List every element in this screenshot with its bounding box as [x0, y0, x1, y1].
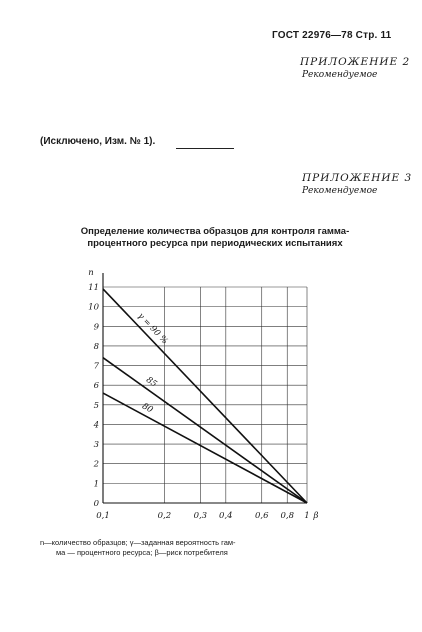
y-tick-label: 11	[88, 283, 99, 293]
chart-axes	[103, 273, 307, 503]
y-tick-label: 2	[93, 459, 99, 470]
x-tick-label: 0,6	[254, 511, 269, 521]
y-tick-label: 8	[93, 341, 99, 352]
appendix-2-subtitle: Рекомендуемое	[302, 70, 378, 80]
series-label-0: γ = 90 %	[135, 311, 170, 347]
y-tick-label: 4	[93, 420, 99, 431]
y-tick-label: 9	[93, 322, 99, 333]
appendix-3-subtitle: Рекомендуемое	[302, 186, 378, 196]
x-tick-label: 0,8	[280, 511, 294, 521]
y-tick-label: 7	[93, 361, 99, 372]
caption-line-1: n—количество образцов; γ—заданная вероятность гам-	[40, 538, 236, 547]
x-tick-label: 0,3	[193, 511, 208, 521]
y-axis-label: n	[88, 268, 94, 278]
series-line-2	[103, 393, 307, 503]
caption-line-2: ма — процентного ресурса; β—риск потребителя	[56, 548, 228, 557]
appendix-2-title: ПРИЛОЖЕНИЕ 2	[300, 56, 411, 68]
appendix-3-title: ПРИЛОЖЕНИЕ 3	[302, 172, 413, 184]
x-tick-label: 1	[304, 511, 310, 521]
x-tick-label: 0,2	[157, 511, 172, 521]
y-tick-label: 1	[93, 479, 99, 490]
y-tick-label: 6	[93, 381, 99, 392]
y-tick-label: 5	[93, 400, 99, 411]
chart-series	[103, 289, 307, 503]
excluded-note: (Исключено, Изм. № 1).	[40, 136, 156, 147]
series-line-1	[103, 358, 307, 503]
x-axis-label: β	[313, 511, 319, 521]
series-line-0	[103, 289, 307, 503]
chart-caption	[40, 538, 380, 558]
series-label-2: 80	[140, 401, 155, 416]
y-tick-label: 0	[93, 499, 99, 509]
x-tick-label: 0,1	[96, 511, 110, 521]
series-label-1: 85	[143, 375, 159, 390]
y-tick-label: 3	[93, 440, 99, 451]
y-tick-label: 10	[88, 302, 99, 313]
chart-title: Определение количества образцов для контроля гамма-процентного ресурса при периодических испытаниях	[80, 226, 350, 249]
x-tick-label: 0,4	[219, 511, 233, 521]
page-header: ГОСТ 22976—78 Стр. 11	[272, 30, 392, 41]
